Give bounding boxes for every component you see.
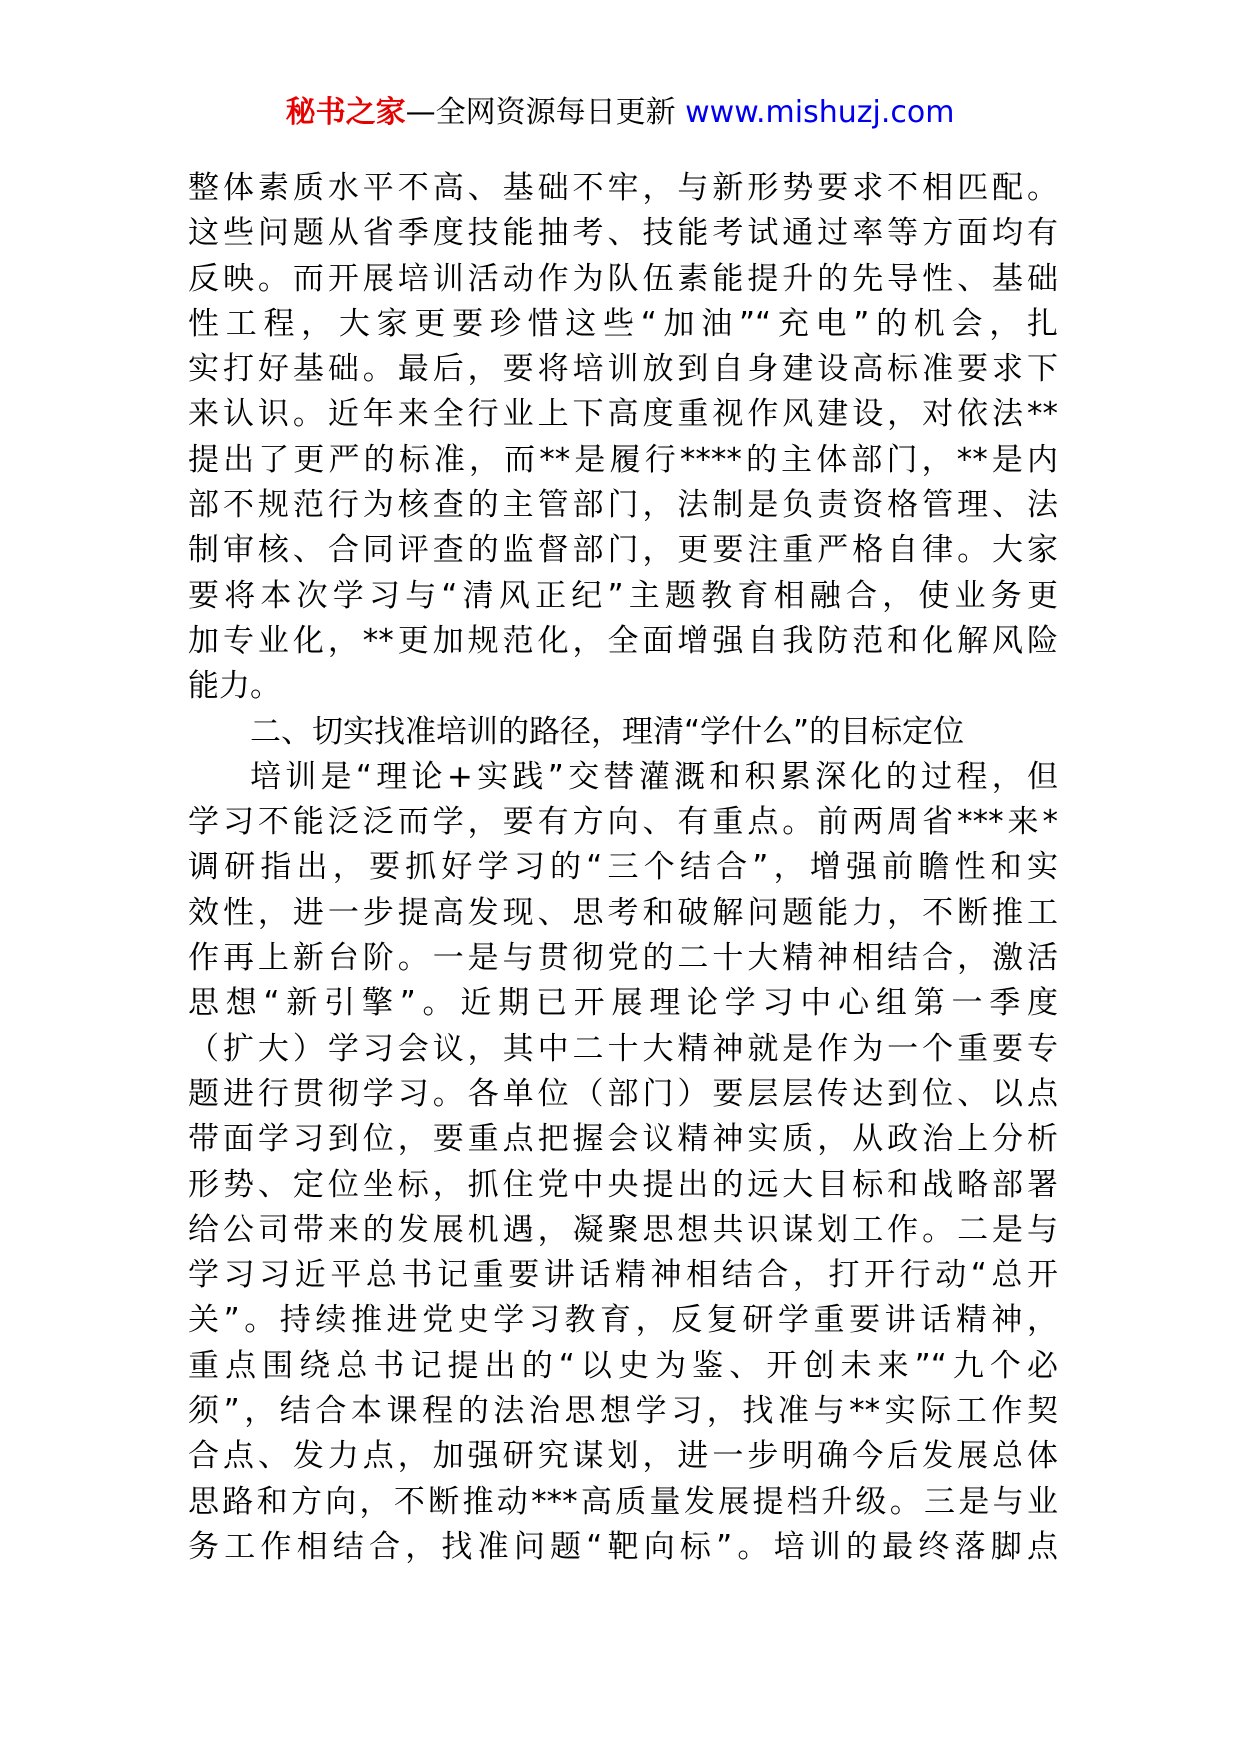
text-line: 提出了更严的标准，而**是履行****的主体部门，**是内 xyxy=(188,441,1058,478)
text-line: 学习不能泛泛而学，要有方向、有重点。前两周省***来* xyxy=(188,804,1058,841)
document-body xyxy=(188,166,1058,1570)
text-line: 思想“新引擎”。近期已开展理论学习中心组第一季度 xyxy=(188,985,1058,1022)
text-line: 务工作相结合，找准问题“靶向标”。培训的最终落脚点 xyxy=(188,1528,1058,1565)
text-line: 整体素质水平不高、基础不牢，与新形势要求不相匹配。 xyxy=(188,170,1058,206)
text-line: 形势、定位坐标，抓住党中央提出的远大目标和战略部署 xyxy=(188,1166,1058,1203)
text-line: 效性，进一步提高发现、思考和破解问题能力，不断推工 xyxy=(188,894,1058,931)
text-line: 这些问题从省季度技能抽考、技能考试通过率等方面均有 xyxy=(188,215,1058,252)
text-line: （扩大）学习会议，其中二十大精神就是作为一个重要专 xyxy=(188,1030,1058,1067)
text-line: 实打好基础。最后，要将培训放到自身建设高标准要求下 xyxy=(188,351,1058,388)
text-line: 调研指出，要抓好学习的“三个结合”，增强前瞻性和实 xyxy=(188,849,1058,886)
text-line: 带面学习到位，要重点把握会议精神实质，从政治上分析 xyxy=(188,1121,1058,1158)
text-line: 制审核、合同评查的监督部门，更要注重严格自律。大家 xyxy=(188,532,1058,569)
text-line: 给公司带来的发展机遇，凝聚思想共识谋划工作。二是与 xyxy=(188,1211,1058,1248)
text-line: 要将本次学习与“清风正纪”主题教育相融合，使业务更 xyxy=(188,577,1058,614)
text-line: 思路和方向，不断推动***高质量发展提档升级。三是与业 xyxy=(188,1483,1058,1520)
site-header xyxy=(0,93,1240,133)
text-line: 反映。而开展培训活动作为队伍素能提升的先导性、基础 xyxy=(188,260,1058,297)
site-brand: 秘书之家 xyxy=(285,95,406,130)
site-url-link[interactable]: www.mishuzj.com xyxy=(685,95,955,130)
text-line: 加专业化，**更加规范化，全面增强自我防范和化解风险 xyxy=(188,622,1058,659)
text-line: 重点围绕总书记提出的“以史为鉴、开创未来”“九个必 xyxy=(188,1347,1058,1384)
text-line: 能力。 xyxy=(188,668,281,705)
text-line: 学习习近平总书记重要讲话精神相结合，打开行动“总开 xyxy=(188,1257,1058,1294)
section-heading: 二、切实找准培训的路径，理清“学什么”的目标定位 xyxy=(250,713,965,750)
text-line: 来认识。近年来全行业上下高度重视作风建设，对依法** xyxy=(188,396,1058,433)
text-line: 题进行贯彻学习。各单位（部门）要层层传达到位、以点 xyxy=(188,1075,1058,1112)
paragraph-first-line: 培训是“理论+实践”交替灌溉和积累深化的过程，但 xyxy=(250,758,1058,795)
text-line: 作再上新台阶。一是与贯彻党的二十大精神相结合，激活 xyxy=(188,940,1058,977)
site-tagline: —全网资源每日更新 xyxy=(405,95,686,130)
text-line: 关”。持续推进党史学习教育，反复研学重要讲话精神， xyxy=(188,1302,1058,1339)
text-line: 合点、发力点，加强研究谋划，进一步明确今后发展总体 xyxy=(188,1438,1058,1475)
text-line: 性工程，大家更要珍惜这些“加油”“充电”的机会，扎 xyxy=(188,305,1058,342)
text-line: 部不规范行为核查的主管部门，法制是负责资格管理、法 xyxy=(188,487,1058,524)
text-line: 须”，结合本课程的法治思想学习，找准与**实际工作契 xyxy=(188,1393,1058,1430)
